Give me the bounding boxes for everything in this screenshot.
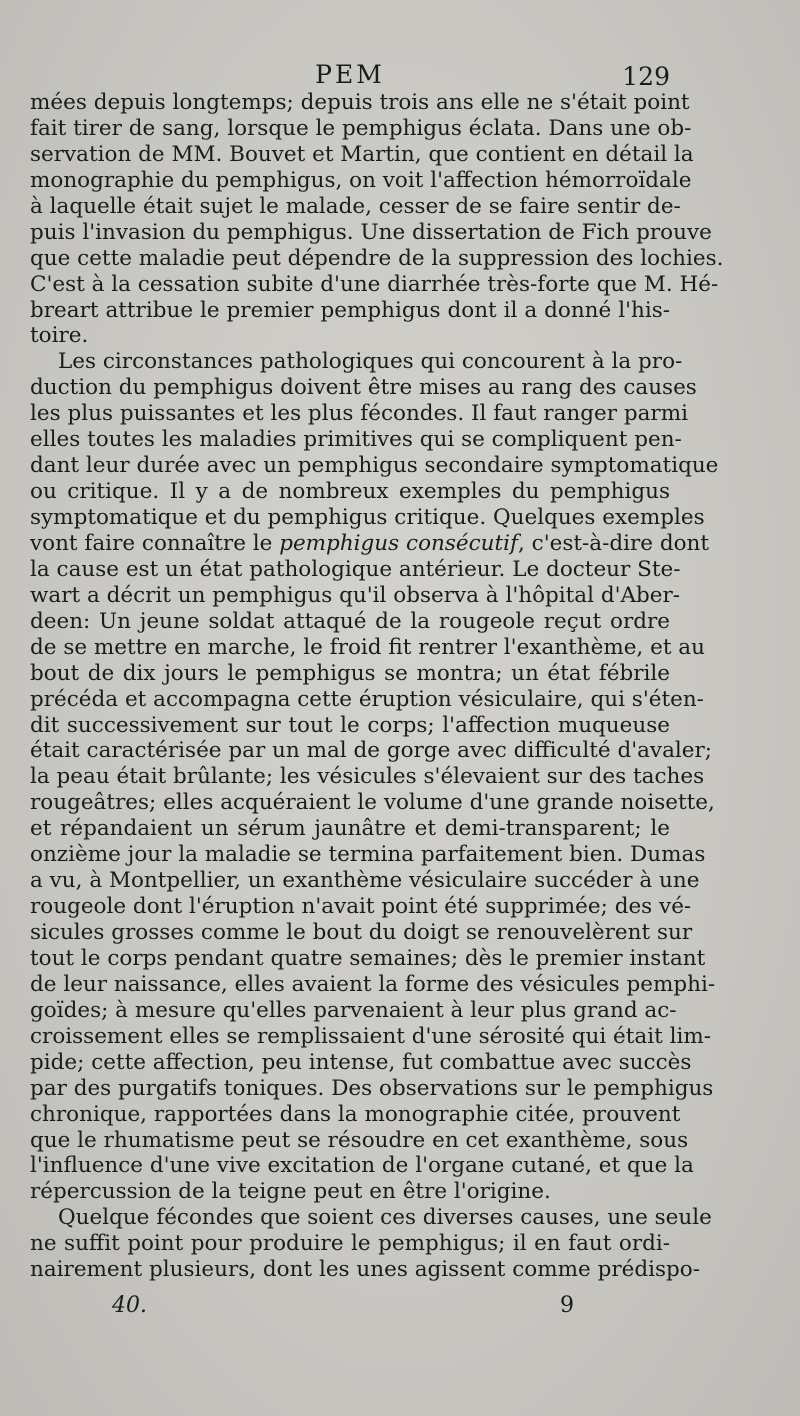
text-line: et répandaient un sérum jaunâtre et demi-transparent; le — [30, 816, 670, 842]
text-line: ou critique. Il y a de nombreux exemples du pemphigus — [30, 479, 670, 505]
text-fragment: , c'est-à-dire dont — [517, 530, 710, 556]
text-line: bout de dix jours le pemphigus se montra; un état fébrile — [30, 660, 670, 686]
text-line: rougeâtres; elles acquéraient le volume d'une grande noisette, — [30, 790, 715, 816]
text-line: C'est à la cessation subite d'une diarrhée très-forte que M. Hé- — [30, 271, 719, 297]
sheet-number: 9 — [560, 1293, 574, 1318]
text-line: dit successivement sur tout le corps; l'affection muqueuse — [30, 712, 670, 738]
text-line: chronique, rapportées dans la monographie citée, prouvent — [30, 1101, 681, 1127]
text-line: à laquelle était sujet le malade, cesser de se faire sentir de- — [30, 193, 681, 219]
page-footer — [30, 1293, 670, 1323]
text-line: tout le corps pendant quatre semaines; dès le premier instant — [30, 945, 706, 971]
text-line: symptomatique et du pemphigus critique. Quelques exemples — [30, 505, 705, 530]
paragraph-first-line: Quelque fécondes que soient ces diverses causes, une seule — [58, 1205, 712, 1231]
text-line: était caractérisée par un mal de gorge avec difficulté d'avaler; — [30, 738, 713, 764]
text-line: toire. — [30, 323, 89, 349]
italic-term: pemphigus consécutif — [279, 530, 518, 556]
text-line: wart a décrit un pemphigus qu'il observa à l'hôpital d'Aber- — [30, 582, 681, 608]
text-line: la peau était brûlante; les vésicules s'élevaient sur des taches — [30, 764, 705, 790]
text-line: précéda et accompagna cette éruption vésiculaire, qui s'éten- — [30, 686, 704, 712]
text-line: ne suffit point pour produire le pemphigus; il en faut ordi- — [30, 1231, 670, 1257]
text-fragment: vont faire connaître le — [30, 530, 280, 556]
text-line: deen: Un jeune soldat attaqué de la rougeole reçut ordre — [30, 608, 670, 634]
text-line: onzième jour la maladie se termina parfaitement bien. Dumas — [30, 842, 706, 868]
text-line: répercussion de la teigne peut en être l'origine. — [30, 1179, 551, 1205]
text-line: dant leur durée avec un pemphigus secondaire symptomatique — [30, 453, 719, 479]
text-line: de se mettre en marche, le froid fit rentrer l'exanthème, et au — [30, 634, 705, 660]
text-line: fait tirer de sang, lorsque le pemphigus éclata. Dans une ob- — [30, 115, 692, 141]
text-line: mées depuis longtemps; depuis trois ans elle ne s'était point — [30, 90, 690, 115]
text-line: par des purgatifs toniques. Des observations sur le pemphigus — [30, 1075, 714, 1101]
text-line: sicules grosses comme le bout du doigt se renouvelèrent sur — [30, 920, 693, 945]
text-line-with-italic — [30, 530, 710, 557]
text-line: duction du pemphigus doivent être mises au rang des causes — [30, 375, 697, 401]
text-line: servation de MM. Bouvet et Martin, que contient en détail la — [30, 141, 694, 167]
text-line: puis l'invasion du pemphigus. Une dissertation de Fich prouve — [30, 219, 712, 245]
text-line: a vu, à Montpellier, un exanthème vésiculaire succéder à une — [30, 868, 700, 894]
text-line: que le rhumatisme peut se résoudre en cet exanthème, sous — [30, 1127, 689, 1153]
text-line: pide; cette affection, peu intense, fut combattue avec succès — [30, 1049, 692, 1075]
text-line: elles toutes les maladies primitives qui se compliquent pen- — [30, 427, 682, 453]
text-line: rougeole dont l'éruption n'avait point été supprimée; des vé- — [30, 894, 692, 920]
text-line: de leur naissance, elles avaient la forme des vésicules pemphi- — [30, 971, 716, 997]
text-line: la cause est un état pathologique antérieur. Le docteur Ste- — [30, 556, 681, 582]
text-line: nairement plusieurs, dont les unes agissent comme prédispo- — [30, 1257, 700, 1283]
signature-mark: 40. — [112, 1293, 147, 1318]
running-head: PEM — [315, 60, 385, 89]
text-line: l'influence d'une vive excitation de l'organe cutané, et que la — [30, 1153, 694, 1179]
page-header — [30, 58, 670, 90]
text-line: les plus puissantes et les plus fécondes. Il faut ranger parmi — [30, 401, 688, 427]
text-line: que cette maladie peut dépendre de la suppression des lochies. — [30, 245, 724, 271]
body-text — [30, 90, 724, 1283]
text-line: monographie du pemphigus, on voit l'affection hémorroïdale — [30, 167, 692, 193]
text-line: goïdes; à mesure qu'elles parvenaient à leur plus grand ac- — [30, 997, 677, 1023]
paragraph-first-line: Les circonstances pathologiques qui concourent à la pro- — [58, 349, 683, 375]
text-line: breart attribue le premier pemphigus dont il a donné l'his- — [30, 297, 670, 323]
text-line: croissement elles se remplissaient d'une sérosité qui était lim- — [30, 1023, 711, 1049]
page-number: 129 — [622, 62, 670, 91]
